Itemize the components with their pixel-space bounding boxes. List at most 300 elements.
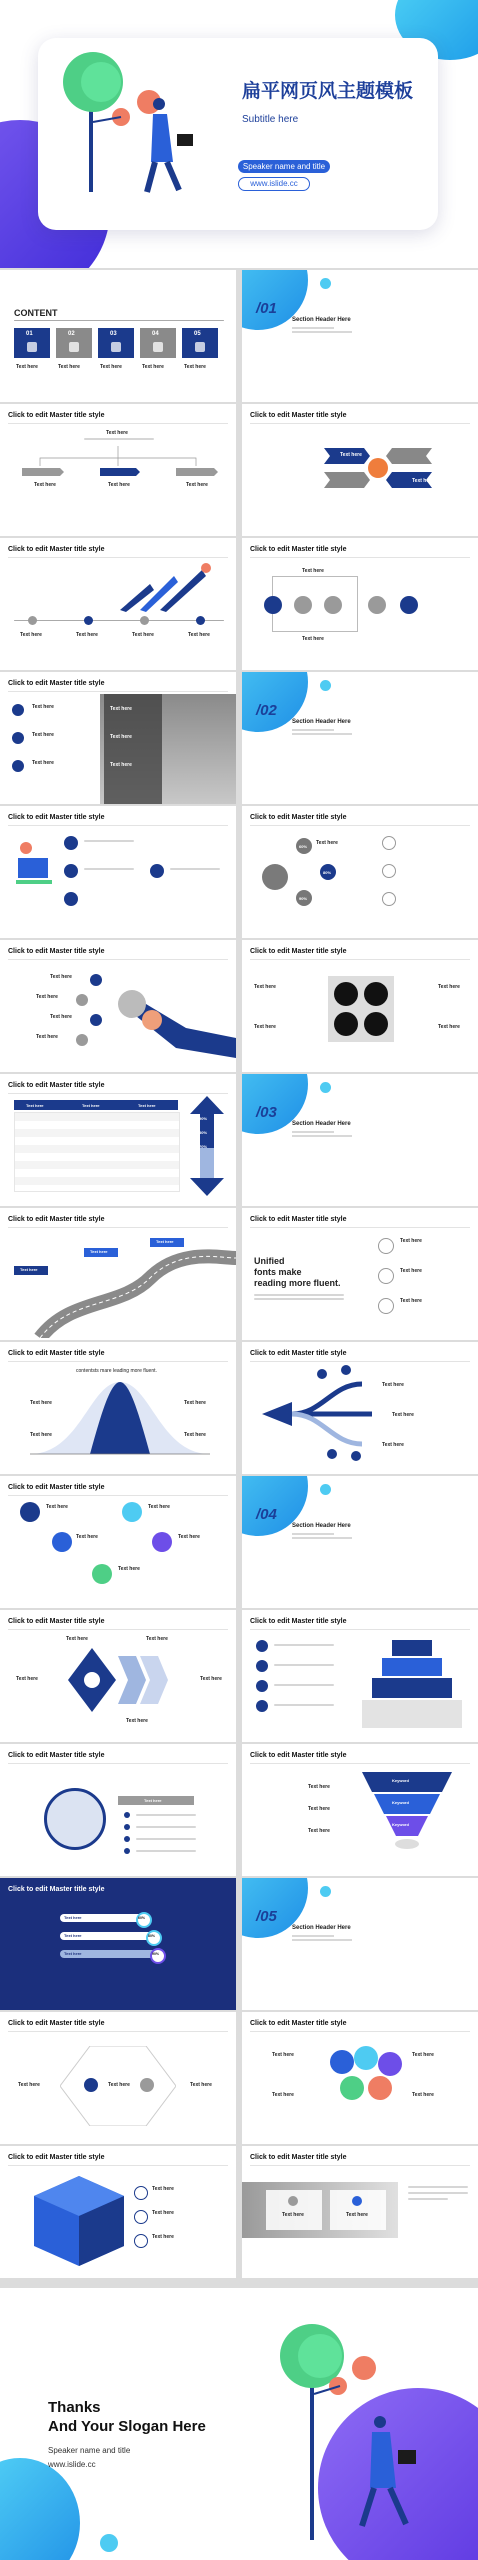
overlay-label: Text here — [110, 734, 132, 740]
hexagon-label: Text here — [108, 2082, 130, 2088]
slide-title: Click to edit Master title style — [8, 1082, 105, 1089]
list-icon — [256, 1660, 268, 1672]
slide-title: Click to edit Master title style — [250, 2020, 347, 2027]
step-dot — [28, 616, 37, 625]
tree-label: Text here — [108, 482, 130, 488]
contents-icon — [27, 342, 37, 352]
arrow-label: Text here — [412, 478, 434, 484]
slide-wrench — [0, 940, 236, 1072]
node-label: Text here — [50, 974, 72, 980]
bar-label: Text here — [64, 1951, 82, 1956]
road-label: Text here — [156, 1239, 174, 1244]
search-icon — [378, 1298, 394, 1314]
placeholder-line — [292, 1537, 352, 1539]
cover-illustration — [55, 42, 215, 202]
title-rule — [250, 959, 470, 960]
title-rule — [250, 423, 470, 424]
step-dot — [140, 616, 149, 625]
placeholder-line — [170, 868, 220, 870]
trophy-label: Text here — [200, 1676, 222, 1682]
circle-label: Text here — [178, 1534, 200, 1540]
trophy-label: Text here — [126, 1718, 148, 1724]
slide-title: Click to edit Master title style — [250, 948, 347, 955]
slide-title: Click to edit Master title style — [8, 412, 105, 419]
slide-progress-circles — [242, 806, 478, 938]
table-header-cell: Text here — [26, 1103, 44, 1108]
progress-badge — [146, 1930, 162, 1946]
gear-icon — [368, 596, 386, 614]
quad-icon — [334, 982, 358, 1006]
quad-label: Text here — [254, 984, 276, 990]
arrow-label: Text here — [340, 452, 362, 458]
slide-cube — [0, 2146, 236, 2278]
chart-icon — [152, 1532, 172, 1552]
growth-arrows — [110, 562, 220, 612]
clock-icon — [400, 596, 418, 614]
contents-item[interactable] — [140, 328, 176, 358]
icon-label: Text here — [302, 636, 324, 642]
flow-label: Text here — [382, 1442, 404, 1448]
placeholder-line — [254, 1298, 344, 1300]
placeholder-line — [136, 1850, 196, 1852]
slide-title: Click to edit Master title style — [8, 1484, 105, 1491]
placeholder-line — [292, 1131, 334, 1133]
slide-road — [0, 1208, 236, 1340]
cube-label: Text here — [152, 2186, 174, 2192]
curve-label: Text here — [184, 1400, 206, 1406]
step-label: Text here — [76, 632, 98, 638]
funnel-label: Keyword — [392, 1778, 409, 1783]
slide-title: Click to edit Master title style — [250, 1752, 347, 1759]
progress-value: 90% — [152, 1952, 160, 1956]
table-body — [14, 1112, 180, 1192]
list-icon — [12, 704, 24, 716]
placeholder-line — [136, 1826, 196, 1828]
node-label: Text here — [36, 994, 58, 1000]
settings-icon — [122, 1502, 142, 1522]
slide-bars-dark — [0, 1878, 236, 2010]
tree-connector — [18, 446, 218, 496]
slide-colored-circles — [0, 1476, 236, 1608]
placeholder-line — [292, 1939, 352, 1941]
title-rule — [250, 1361, 470, 1362]
slide-bell-curve — [0, 1342, 236, 1474]
slide-title: Click to edit Master title style — [250, 1216, 347, 1223]
slide-photo-list — [0, 672, 236, 804]
feature-label: Text here — [400, 1298, 422, 1304]
contents-slide — [0, 270, 236, 402]
tree-root-label: Text here — [106, 430, 128, 436]
card-label: Text here — [282, 2212, 304, 2218]
closing-illustration — [280, 2290, 440, 2550]
slide-title: Click to edit Master title style — [8, 680, 105, 687]
list-label: Text here — [32, 732, 54, 738]
flow-diagram — [262, 1364, 462, 1464]
bell-curve — [30, 1378, 210, 1458]
unified-line: Unified — [254, 1256, 285, 1266]
slide-tree — [0, 404, 236, 536]
title-rule — [8, 1361, 228, 1362]
stacked-pyramid — [362, 1640, 462, 1730]
contents-number: 05 — [194, 331, 201, 337]
wrench-illustration — [96, 968, 236, 1058]
ring-chart — [44, 1788, 106, 1850]
phone-icon — [382, 864, 396, 878]
closing-title — [48, 2398, 206, 2436]
lightbulb-icon — [378, 1268, 394, 1284]
card-label: Text here — [346, 2212, 368, 2218]
section-slide-2 — [242, 672, 478, 804]
petal-label: Text here — [412, 2092, 434, 2098]
step-label: Text here — [188, 632, 210, 638]
node-icon — [90, 1014, 102, 1026]
closing-url: www.islide.cc — [48, 2460, 96, 2469]
bulb-icon — [262, 864, 288, 890]
cyan-blob — [0, 2458, 80, 2560]
cover-title: 扁平网页风主题模板 — [242, 81, 414, 102]
slide-trophy — [0, 1610, 236, 1742]
person-icon — [64, 864, 78, 878]
petal — [368, 2076, 392, 2100]
funnel-chart — [362, 1772, 452, 1862]
cube-label: Text here — [152, 2234, 174, 2240]
slide-petals — [242, 2012, 478, 2144]
slide-title: Click to edit Master title style — [8, 1886, 105, 1893]
icon-frame — [272, 576, 358, 632]
person-icon — [64, 892, 78, 906]
trophy-label: Text here — [16, 1676, 38, 1682]
placeholder-line — [292, 1533, 334, 1535]
title-rule — [8, 691, 228, 692]
title-rule — [250, 1763, 470, 1764]
placeholder-line — [292, 1935, 334, 1937]
bar-label: Text here — [64, 1915, 82, 1920]
section-slide-5 — [242, 1878, 478, 2010]
overlay-label: Text here — [110, 706, 132, 712]
curve-label: Text here — [30, 1400, 52, 1406]
petal — [340, 2076, 364, 2100]
title-rule — [250, 2031, 470, 2032]
section-header: Section Header Here — [292, 317, 351, 323]
progress-label: Text here — [316, 840, 338, 846]
trophy-label: Text here — [146, 1636, 168, 1642]
section-number: /02 — [256, 702, 277, 719]
slide-circle-list — [0, 1744, 236, 1876]
globe-icon — [52, 1532, 72, 1552]
node-icon — [134, 2186, 148, 2200]
placeholder-line — [274, 1704, 334, 1706]
list-icon — [256, 1680, 268, 1692]
title-rule — [8, 423, 228, 424]
list-icon — [12, 732, 24, 744]
title-rule — [250, 1227, 470, 1228]
slide-title: Click to edit Master title style — [8, 2020, 105, 2027]
overlay-label: Text here — [110, 762, 132, 768]
title-rule — [8, 2165, 228, 2166]
cube-label: Text here — [152, 2210, 174, 2216]
road-illustration — [0, 1238, 236, 1338]
section-slide-4 — [242, 1476, 478, 1608]
slide-title: Click to edit Master title style — [8, 1216, 105, 1223]
contents-item[interactable] — [182, 328, 218, 358]
placeholder-line — [84, 868, 134, 870]
placeholder-line — [292, 327, 334, 329]
mail-icon — [382, 836, 396, 850]
node-icon — [90, 974, 102, 986]
slide-table — [0, 1074, 236, 1206]
title-rule — [8, 1093, 228, 1094]
node-icon — [140, 2078, 154, 2092]
slide-title: Click to edit Master title style — [8, 948, 105, 955]
section-number: /05 — [256, 1908, 277, 1925]
contents-item[interactable] — [14, 328, 50, 358]
circle-label: Text here — [46, 1504, 68, 1510]
contents-number: 04 — [152, 331, 159, 337]
arrow-diagram — [272, 438, 452, 508]
placeholder-line — [292, 1135, 352, 1137]
feature-label: Text here — [400, 1268, 422, 1274]
node-icon — [134, 2234, 148, 2248]
contents-heading: CONTENT — [14, 308, 58, 318]
placeholder-line — [408, 2198, 448, 2200]
speaker-pill: Speaker name and title — [238, 160, 330, 173]
bullet — [124, 1824, 130, 1830]
url-pill: www.islide.cc — [238, 177, 310, 191]
title-rule — [8, 959, 228, 960]
title-rule — [250, 825, 470, 826]
table-header-cell: Text here — [82, 1103, 100, 1108]
quad-icon — [364, 982, 388, 1006]
section-dot — [320, 278, 331, 289]
title-rule — [8, 557, 228, 558]
slide-funnel — [242, 1744, 478, 1876]
slide-title: Click to edit Master title style — [250, 814, 347, 821]
section-number: /03 — [256, 1104, 277, 1121]
slide-title: Click to edit Master title style — [8, 1618, 105, 1625]
closing-speaker: Speaker name and title — [48, 2446, 131, 2455]
hexagon-label: Text here — [190, 2082, 212, 2088]
node-icon — [84, 2078, 98, 2092]
contents-label: Text here — [142, 364, 164, 370]
petal — [354, 2046, 378, 2070]
slide-arrows — [242, 404, 478, 536]
person-icon — [150, 864, 164, 878]
closing-line-2: And Your Slogan Here — [48, 2418, 206, 2435]
circle-label: Text here — [148, 1504, 170, 1510]
unified-line: reading more fluent. — [254, 1278, 341, 1288]
cyan-dot — [100, 2534, 118, 2552]
circle-label: Text here — [76, 1534, 98, 1540]
progress-value: 60% — [138, 1916, 146, 1920]
road-label: Text here — [90, 1249, 108, 1254]
list-label: Text here — [32, 704, 54, 710]
quad-label: Text here — [254, 1024, 276, 1030]
arrow-percent: 80% — [199, 1130, 208, 1135]
contents-item[interactable] — [98, 328, 134, 358]
road-label: Text here — [20, 1267, 38, 1272]
contents-item[interactable] — [56, 328, 92, 358]
bullet — [124, 1812, 130, 1818]
chat-icon — [294, 596, 312, 614]
funnel-side-label: Text here — [308, 1784, 330, 1790]
funnel-side-label: Text here — [308, 1828, 330, 1834]
trophy-diagram — [66, 1644, 176, 1716]
progress-badge — [136, 1912, 152, 1928]
list-header-label: Text here — [144, 1798, 162, 1803]
percent-label: 90% — [299, 896, 308, 901]
step-label: Text here — [132, 632, 154, 638]
card-icon — [352, 2196, 362, 2206]
feature-label: Text here — [400, 1238, 422, 1244]
slide-pyramid — [242, 1610, 478, 1742]
list-icon — [256, 1640, 268, 1652]
title-rule — [250, 557, 470, 558]
slide-title: Click to edit Master title style — [250, 546, 347, 553]
contents-label: Text here — [16, 364, 38, 370]
contents-number: 01 — [26, 331, 33, 337]
slide-title: Click to edit Master title style — [8, 546, 105, 553]
slide-title: Click to edit Master title style — [8, 2154, 105, 2161]
funnel-side-label: Text here — [308, 1806, 330, 1812]
list-icon — [256, 1700, 268, 1712]
section-header: Section Header Here — [292, 1925, 351, 1931]
quad-icon — [334, 1012, 358, 1036]
step-track — [14, 620, 224, 621]
node-label: Text here — [50, 1014, 72, 1020]
tree-label: Text here — [34, 482, 56, 488]
placeholder-line — [84, 438, 154, 440]
slide-title: Click to edit Master title style — [8, 1752, 105, 1759]
flow-label: Text here — [382, 1382, 404, 1388]
step-label: Text here — [20, 632, 42, 638]
placeholder-line — [84, 840, 134, 842]
placeholder-line — [274, 1644, 334, 1646]
slide-title: Click to edit Master title style — [250, 1350, 347, 1357]
petal-label: Text here — [412, 2052, 434, 2058]
quad-icon — [364, 1012, 388, 1036]
cover-slide — [0, 0, 478, 268]
slide-hexagon — [0, 2012, 236, 2144]
node-icon — [76, 1034, 88, 1046]
worker-illustration — [14, 840, 54, 890]
circle-label: Text here — [118, 1566, 140, 1572]
progress-badge — [150, 1948, 166, 1964]
slide-quad — [242, 940, 478, 1072]
percent-label: 60% — [299, 844, 308, 849]
funnel-label: Keyword — [392, 1822, 409, 1827]
section-dot — [320, 1886, 331, 1897]
flow-label: Text here — [392, 1412, 414, 1418]
chart-icon — [264, 596, 282, 614]
icon-label: Text here — [302, 568, 324, 574]
doc-icon — [92, 1564, 112, 1584]
section-number: /01 — [256, 300, 277, 317]
placeholder-line — [408, 2192, 468, 2194]
progress-value: 80% — [148, 1934, 156, 1938]
contents-number: 03 — [110, 331, 117, 337]
title-rule — [8, 1763, 228, 1764]
title-rule — [8, 1227, 228, 1228]
contents-icon — [195, 342, 205, 352]
mail-icon — [324, 596, 342, 614]
placeholder-line — [274, 1664, 334, 1666]
contents-icon — [69, 342, 79, 352]
section-dot — [320, 680, 331, 691]
step-dot — [196, 616, 205, 625]
slide-title: Click to edit Master title style — [250, 1618, 347, 1625]
placeholder-line — [254, 1294, 344, 1296]
slide-title: Click to edit Master title style — [250, 2154, 347, 2161]
percent-label: 80% — [323, 870, 332, 875]
bar-label: Text here — [64, 1933, 82, 1938]
card-icon — [288, 2196, 298, 2206]
closing-line-1: Thanks — [48, 2399, 101, 2416]
trophy-label: Text here — [66, 1636, 88, 1642]
placeholder-line — [292, 733, 352, 735]
slide-unified — [242, 1208, 478, 1340]
section-slide-3 — [242, 1074, 478, 1206]
quad-label: Text here — [438, 984, 460, 990]
title-rule — [8, 2031, 228, 2032]
title-rule — [8, 825, 228, 826]
target-icon — [20, 1502, 40, 1522]
quad-label: Text here — [438, 1024, 460, 1030]
title-rule — [8, 1629, 228, 1630]
contents-icon — [153, 342, 163, 352]
step-dot — [84, 616, 93, 625]
title-rule — [250, 1629, 470, 1630]
placeholder-line — [136, 1814, 196, 1816]
contents-label: Text here — [58, 364, 80, 370]
node-icon — [76, 994, 88, 1006]
bullet — [124, 1836, 130, 1842]
petal — [378, 2052, 402, 2076]
bell-caption: contentsts mare leading more fluent. — [76, 1368, 157, 1374]
placeholder-line — [292, 729, 334, 731]
section-slide-1 — [242, 270, 478, 402]
divider — [14, 320, 224, 321]
placeholder-line — [292, 331, 352, 333]
section-dot — [320, 1484, 331, 1495]
cube-illustration — [34, 2176, 124, 2266]
cover-subtitle: Subtitle here — [242, 114, 299, 125]
contents-number: 02 — [68, 331, 75, 337]
title-rule — [8, 1495, 228, 1496]
section-header: Section Header Here — [292, 1523, 351, 1529]
petal-label: Text here — [272, 2092, 294, 2098]
arrow-percent: 70% — [199, 1144, 208, 1149]
contents-label: Text here — [100, 364, 122, 370]
curve-label: Text here — [30, 1432, 52, 1438]
slide-title: Click to edit Master title style — [8, 1350, 105, 1357]
unified-line: fonts make — [254, 1267, 302, 1277]
screen-icon — [382, 892, 396, 906]
slide-steps — [0, 538, 236, 670]
hexagon-label: Text here — [18, 2082, 40, 2088]
slide-icon-row — [242, 538, 478, 670]
section-header: Section Header Here — [292, 719, 351, 725]
list-label: Text here — [32, 760, 54, 766]
slide-people — [0, 806, 236, 938]
tree-label: Text here — [186, 482, 208, 488]
slide-title: Click to edit Master title style — [250, 412, 347, 419]
slide-title: Click to edit Master title style — [8, 814, 105, 821]
section-number: /04 — [256, 1506, 277, 1523]
table-header-cell: Text here — [138, 1103, 156, 1108]
contents-icon — [111, 342, 121, 352]
title-rule — [250, 2165, 470, 2166]
section-header: Section Header Here — [292, 1121, 351, 1127]
